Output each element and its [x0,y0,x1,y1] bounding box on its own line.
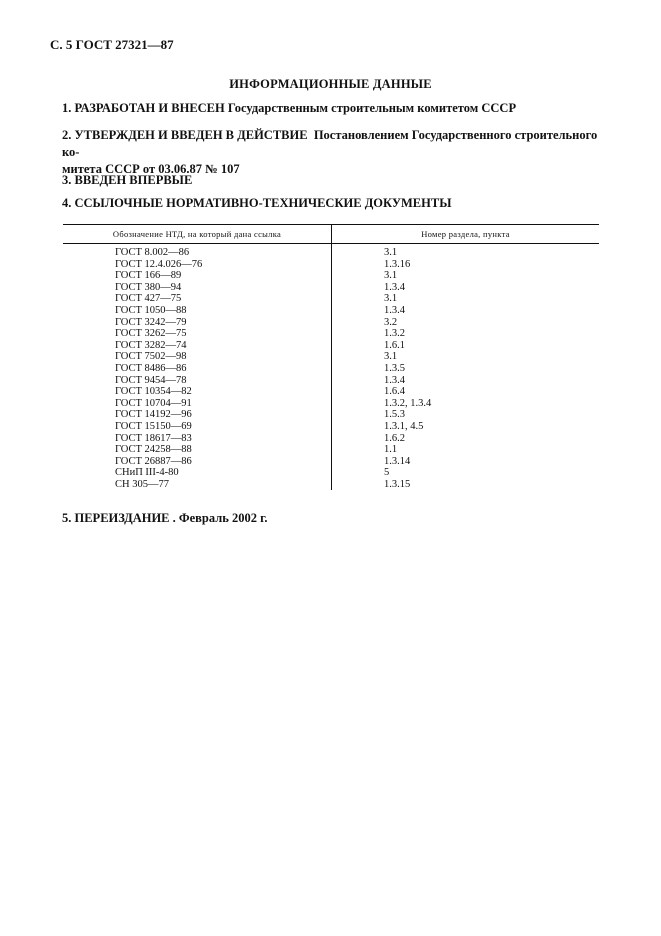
item-number: 2. [62,128,72,142]
document-designation-cell: ГОСТ 3242—79 [63,317,332,329]
table-row [63,259,599,271]
table-row [63,270,599,282]
document-designation-cell: ГОСТ 7502—98 [63,351,332,363]
document-designation-cell: СН 305—77 [63,479,332,491]
column-header-document: Обозначение НТД, на который дана ссылка [63,225,332,244]
section-number-cell: 3.2 [384,316,398,328]
document-designation-cell: СНиП III-4-80 [63,467,332,479]
table-row [63,398,599,410]
item-number: 3. [62,173,72,187]
info-item-5 [62,510,602,527]
item-lead: ПЕРЕИЗДАНИЕ . [74,511,176,525]
info-item-3 [62,172,602,189]
table-row [63,293,599,305]
table-row [63,444,599,456]
document-designation-cell: ГОСТ 427—75 [63,293,332,305]
table-row [63,363,599,375]
table-row [63,244,599,259]
table-row [63,456,599,468]
references-table [63,224,599,490]
item-number: 5. [62,511,72,525]
section-number-cell: 3.1 [384,270,398,282]
section-number-cell: 1.3.16 [384,258,411,270]
document-designation-cell: ГОСТ 26887—86 [63,456,332,468]
document-designation-cell: ГОСТ 1050—88 [63,305,332,317]
table-row [63,282,599,294]
document-designation-cell: ГОСТ 10354—82 [63,386,332,398]
document-designation-cell: ГОСТ 3262—75 [63,328,332,340]
table-row [63,328,599,340]
item-text: Февраль 2002 г. [178,511,268,525]
item-lead: ВВЕДЕН ВПЕРВЫЕ [74,173,193,187]
section-number-cell: 1.5.3 [384,409,405,421]
table-header-row [63,225,599,244]
document-designation-cell: ГОСТ 12.4.026—76 [63,259,332,271]
info-item-1 [62,100,602,117]
document-designation-cell: ГОСТ 380—94 [63,282,332,294]
document-designation-cell: ГОСТ 18617—83 [63,433,332,445]
section-number-cell: 1.6.2 [384,432,405,444]
document-designation-cell: ГОСТ 9454—78 [63,375,332,387]
section-number-cell: 1.3.4 [384,304,405,316]
item-text-continued: митета СССР от 03.06.87 № 107 [62,162,240,176]
item-text: Государственным строительным комитетом СССР [227,101,517,115]
item-lead: РАЗРАБОТАН И ВНЕСЕН [74,101,225,115]
section-number-cell: 1.3.14 [384,455,411,467]
table-row [63,479,599,491]
info-item-2 [62,127,602,178]
table-row [63,433,599,445]
page-header: С. 5 ГОСТ 27321—87 [50,37,174,52]
document-designation-cell: ГОСТ 24258—88 [63,444,332,456]
document-designation-cell: ГОСТ 15150—69 [63,421,332,433]
item-number: 4. [62,196,72,210]
table-row [63,409,599,421]
info-item-4 [62,195,602,212]
document-designation-cell: ГОСТ 10704—91 [63,398,332,410]
document-designation-cell: ГОСТ 166—89 [63,270,332,282]
column-header-section: Номер раздела, пункта [332,225,600,244]
section-number-cell: 5 [384,467,390,479]
references-table-body [63,244,599,491]
table-row [63,467,599,479]
table-row [63,317,599,329]
page-title: ИНФОРМАЦИОННЫЕ ДАННЫЕ [229,77,432,91]
section-number-cell: 1.3.4 [384,374,405,386]
section-number-cell: 1.6.1 [384,339,405,351]
item-lead: ССЫЛОЧНЫЕ НОРМАТИВНО-ТЕХНИЧЕСКИЕ ДОКУМЕНТЫ [74,196,452,210]
section-number-cell: 1.3.5 [384,362,405,374]
section-number-cell: 1.6.4 [384,386,405,398]
table-row [63,340,599,352]
section-number-cell: 3.1 [384,351,398,363]
item-lead: УТВЕРЖДЕН И ВВЕДЕН В ДЕЙСТВИЕ [74,128,308,142]
table-row [63,421,599,433]
section-number-cell: 1.3.15 [384,478,411,490]
document-designation-cell: ГОСТ 14192—96 [63,409,332,421]
section-number-cell: 3.1 [384,293,398,305]
document-designation-cell: ГОСТ 8486—86 [63,363,332,375]
section-number-cell: 1.3.4 [384,281,405,293]
table-row [63,351,599,363]
item-text: Постановлением Государственного строительного ко- [62,128,598,159]
section-number-cell: 1.3.2 [384,328,405,340]
table-row [63,375,599,387]
item-number: 1. [62,101,72,115]
section-number-cell: 1.1 [384,444,398,456]
table-row [63,305,599,317]
section-number-cell: 1.3.2, 1.3.4 [384,397,432,409]
section-number-cell: 3.1 [384,247,398,258]
table-row [63,386,599,398]
document-designation-cell: ГОСТ 8.002—86 [63,244,332,259]
section-number-cell: 1.3.1, 4.5 [384,420,424,432]
document-designation-cell: ГОСТ 3282—74 [63,340,332,352]
